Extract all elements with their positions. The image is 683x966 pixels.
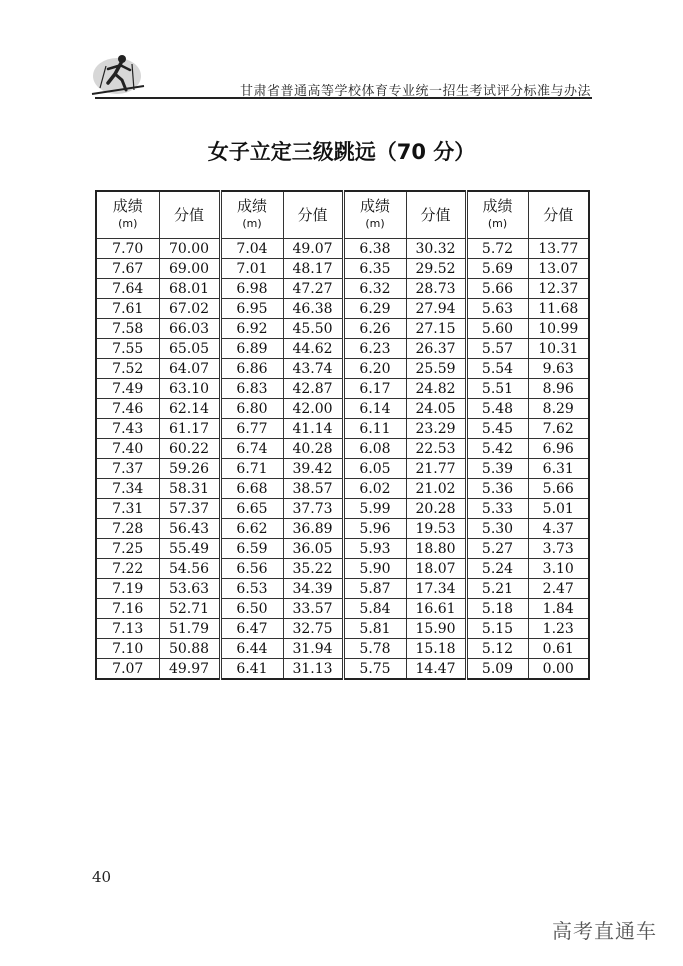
points-cell: 24.05: [406, 399, 466, 419]
score-cell: 7.67: [96, 259, 159, 279]
score-cell: 6.80: [220, 399, 283, 419]
score-cell: 7.37: [96, 459, 159, 479]
score-cell: 5.57: [466, 339, 528, 359]
score-cell: 7.04: [220, 239, 283, 259]
points-cell: 49.07: [283, 239, 343, 259]
points-cell: 48.17: [283, 259, 343, 279]
score-cell: 7.52: [96, 359, 159, 379]
points-cell: 50.88: [159, 639, 220, 659]
score-cell: 6.20: [343, 359, 406, 379]
points-cell: 31.13: [283, 659, 343, 680]
points-cell: 65.05: [159, 339, 220, 359]
score-cell: 6.02: [343, 479, 406, 499]
column-header-points: 分值: [406, 191, 466, 239]
score-cell: 5.33: [466, 499, 528, 519]
points-cell: 66.03: [159, 319, 220, 339]
score-cell: 5.96: [343, 519, 406, 539]
points-cell: 41.14: [283, 419, 343, 439]
table-row: [96, 579, 589, 599]
points-cell: 24.82: [406, 379, 466, 399]
score-cell: 5.27: [466, 539, 528, 559]
points-cell: 52.71: [159, 599, 220, 619]
points-cell: 42.00: [283, 399, 343, 419]
points-cell: 2.47: [528, 579, 589, 599]
column-header-score: 成绩 (m): [220, 191, 283, 239]
points-cell: 39.42: [283, 459, 343, 479]
score-cell: 5.48: [466, 399, 528, 419]
points-cell: 70.00: [159, 239, 220, 259]
score-cell: 5.21: [466, 579, 528, 599]
points-cell: 63.10: [159, 379, 220, 399]
score-cell: 6.47: [220, 619, 283, 639]
points-cell: 13.77: [528, 239, 589, 259]
table-row: [96, 539, 589, 559]
points-cell: 14.47: [406, 659, 466, 680]
score-cell: 5.81: [343, 619, 406, 639]
page-title: 女子立定三级跳远（70 分）: [207, 140, 476, 164]
score-cell: 6.53: [220, 579, 283, 599]
column-header-score: 成绩 (m): [96, 191, 159, 239]
score-cell: 7.25: [96, 539, 159, 559]
score-cell: 6.65: [220, 499, 283, 519]
score-cell: 7.19: [96, 579, 159, 599]
points-cell: 53.63: [159, 579, 220, 599]
points-cell: 6.31: [528, 459, 589, 479]
score-cell: 5.39: [466, 459, 528, 479]
points-cell: 3.73: [528, 539, 589, 559]
score-table: [95, 190, 590, 680]
score-cell: 5.99: [343, 499, 406, 519]
points-cell: 23.29: [406, 419, 466, 439]
points-cell: 25.59: [406, 359, 466, 379]
score-cell: 7.58: [96, 319, 159, 339]
table-row: [96, 319, 589, 339]
points-cell: 20.28: [406, 499, 466, 519]
points-cell: 36.89: [283, 519, 343, 539]
table-row: [96, 599, 589, 619]
score-cell: 5.63: [466, 299, 528, 319]
score-cell: 6.11: [343, 419, 406, 439]
score-cell: 6.89: [220, 339, 283, 359]
points-cell: 40.28: [283, 439, 343, 459]
points-cell: 15.18: [406, 639, 466, 659]
score-cell: 5.93: [343, 539, 406, 559]
score-cell: 6.38: [343, 239, 406, 259]
points-cell: 68.01: [159, 279, 220, 299]
score-cell: 5.15: [466, 619, 528, 639]
points-cell: 56.43: [159, 519, 220, 539]
points-cell: 31.94: [283, 639, 343, 659]
score-cell: 7.07: [96, 659, 159, 680]
score-cell: 6.23: [343, 339, 406, 359]
points-cell: 38.57: [283, 479, 343, 499]
score-cell: 6.17: [343, 379, 406, 399]
score-cell: 5.36: [466, 479, 528, 499]
score-cell: 7.34: [96, 479, 159, 499]
score-cell: 7.31: [96, 499, 159, 519]
points-cell: 4.37: [528, 519, 589, 539]
score-cell: 7.46: [96, 399, 159, 419]
points-cell: 18.80: [406, 539, 466, 559]
points-cell: 10.99: [528, 319, 589, 339]
points-cell: 7.62: [528, 419, 589, 439]
score-cell: 6.86: [220, 359, 283, 379]
score-cell: 5.87: [343, 579, 406, 599]
points-cell: 19.53: [406, 519, 466, 539]
points-cell: 37.73: [283, 499, 343, 519]
score-cell: 6.77: [220, 419, 283, 439]
score-cell: 5.18: [466, 599, 528, 619]
points-cell: 35.22: [283, 559, 343, 579]
table-row: [96, 359, 589, 379]
score-cell: 5.24: [466, 559, 528, 579]
score-cell: 7.40: [96, 439, 159, 459]
points-cell: 0.61: [528, 639, 589, 659]
table-row: [96, 519, 589, 539]
page-number: 40: [92, 868, 112, 886]
points-cell: 0.00: [528, 659, 589, 680]
points-cell: 54.56: [159, 559, 220, 579]
points-cell: 26.37: [406, 339, 466, 359]
score-cell: 7.10: [96, 639, 159, 659]
table-row: [96, 619, 589, 639]
score-cell: 5.09: [466, 659, 528, 680]
points-cell: 3.10: [528, 559, 589, 579]
score-cell: 5.60: [466, 319, 528, 339]
points-cell: 62.14: [159, 399, 220, 419]
table-row: [96, 239, 589, 259]
score-cell: 6.74: [220, 439, 283, 459]
points-cell: 69.00: [159, 259, 220, 279]
points-cell: 18.07: [406, 559, 466, 579]
skier-icon: [88, 50, 146, 98]
score-cell: 5.75: [343, 659, 406, 680]
points-cell: 28.73: [406, 279, 466, 299]
points-cell: 59.26: [159, 459, 220, 479]
points-cell: 15.90: [406, 619, 466, 639]
points-cell: 27.94: [406, 299, 466, 319]
table-header-row: [96, 191, 589, 239]
score-cell: 6.26: [343, 319, 406, 339]
table-row: [96, 379, 589, 399]
table-row: [96, 479, 589, 499]
score-cell: 6.08: [343, 439, 406, 459]
points-cell: 16.61: [406, 599, 466, 619]
score-cell: 5.30: [466, 519, 528, 539]
points-cell: 42.87: [283, 379, 343, 399]
column-header-points: 分值: [159, 191, 220, 239]
score-cell: 6.68: [220, 479, 283, 499]
points-cell: 36.05: [283, 539, 343, 559]
header-rule: [95, 97, 592, 99]
score-cell: 5.66: [466, 279, 528, 299]
score-cell: 6.05: [343, 459, 406, 479]
score-cell: 7.70: [96, 239, 159, 259]
score-cell: 7.28: [96, 519, 159, 539]
column-header-points: 分值: [283, 191, 343, 239]
score-cell: 6.41: [220, 659, 283, 680]
score-cell: 7.22: [96, 559, 159, 579]
points-cell: 61.17: [159, 419, 220, 439]
points-cell: 5.01: [528, 499, 589, 519]
points-cell: 10.31: [528, 339, 589, 359]
points-cell: 6.96: [528, 439, 589, 459]
score-cell: 7.61: [96, 299, 159, 319]
score-cell: 5.72: [466, 239, 528, 259]
score-cell: 5.54: [466, 359, 528, 379]
points-cell: 43.74: [283, 359, 343, 379]
points-cell: 57.37: [159, 499, 220, 519]
points-cell: 30.32: [406, 239, 466, 259]
points-cell: 12.37: [528, 279, 589, 299]
points-cell: 33.57: [283, 599, 343, 619]
score-cell: 6.56: [220, 559, 283, 579]
table-row: [96, 279, 589, 299]
points-cell: 27.15: [406, 319, 466, 339]
score-cell: 6.44: [220, 639, 283, 659]
table-row: [96, 459, 589, 479]
score-cell: 7.16: [96, 599, 159, 619]
score-cell: 6.29: [343, 299, 406, 319]
points-cell: 9.63: [528, 359, 589, 379]
points-cell: 1.23: [528, 619, 589, 639]
score-cell: 7.13: [96, 619, 159, 639]
points-cell: 58.31: [159, 479, 220, 499]
points-cell: 44.62: [283, 339, 343, 359]
points-cell: 21.77: [406, 459, 466, 479]
points-cell: 8.96: [528, 379, 589, 399]
points-cell: 49.97: [159, 659, 220, 680]
table-row: [96, 499, 589, 519]
score-cell: 5.90: [343, 559, 406, 579]
points-cell: 64.07: [159, 359, 220, 379]
table-row: [96, 659, 589, 680]
points-cell: 22.53: [406, 439, 466, 459]
table-row: [96, 559, 589, 579]
score-cell: 5.51: [466, 379, 528, 399]
table-row: [96, 259, 589, 279]
points-cell: 46.38: [283, 299, 343, 319]
score-cell: 6.95: [220, 299, 283, 319]
score-cell: 7.43: [96, 419, 159, 439]
points-cell: 13.07: [528, 259, 589, 279]
score-cell: 7.01: [220, 259, 283, 279]
points-cell: 55.49: [159, 539, 220, 559]
watermark: 高考直通车: [552, 919, 657, 943]
score-cell: 6.71: [220, 459, 283, 479]
table-row: [96, 419, 589, 439]
score-cell: 6.98: [220, 279, 283, 299]
score-cell: 6.59: [220, 539, 283, 559]
score-cell: 5.69: [466, 259, 528, 279]
score-cell: 6.35: [343, 259, 406, 279]
points-cell: 34.39: [283, 579, 343, 599]
score-cell: 6.14: [343, 399, 406, 419]
score-cell: 5.42: [466, 439, 528, 459]
column-header-score: 成绩 (m): [343, 191, 406, 239]
score-cell: 6.32: [343, 279, 406, 299]
points-cell: 17.34: [406, 579, 466, 599]
points-cell: 32.75: [283, 619, 343, 639]
score-cell: 6.50: [220, 599, 283, 619]
score-cell: 5.78: [343, 639, 406, 659]
table-row: [96, 399, 589, 419]
score-cell: 6.92: [220, 319, 283, 339]
column-header-score: 成绩 (m): [466, 191, 528, 239]
points-cell: 60.22: [159, 439, 220, 459]
points-cell: 11.68: [528, 299, 589, 319]
points-cell: 47.27: [283, 279, 343, 299]
column-header-points: 分值: [528, 191, 589, 239]
score-cell: 5.84: [343, 599, 406, 619]
points-cell: 45.50: [283, 319, 343, 339]
points-cell: 5.66: [528, 479, 589, 499]
points-cell: 67.02: [159, 299, 220, 319]
points-cell: 29.52: [406, 259, 466, 279]
points-cell: 8.29: [528, 399, 589, 419]
score-cell: 5.12: [466, 639, 528, 659]
score-cell: 6.83: [220, 379, 283, 399]
table-row: [96, 439, 589, 459]
table-row: [96, 639, 589, 659]
table-row: [96, 299, 589, 319]
table-row: [96, 339, 589, 359]
score-cell: 7.55: [96, 339, 159, 359]
points-cell: 51.79: [159, 619, 220, 639]
points-cell: 21.02: [406, 479, 466, 499]
score-cell: 7.49: [96, 379, 159, 399]
score-cell: 5.45: [466, 419, 528, 439]
points-cell: 1.84: [528, 599, 589, 619]
score-cell: 7.64: [96, 279, 159, 299]
header-title: 甘肃省普通高等学校体育专业统一招生考试评分标准与办法: [239, 84, 591, 99]
score-cell: 6.62: [220, 519, 283, 539]
